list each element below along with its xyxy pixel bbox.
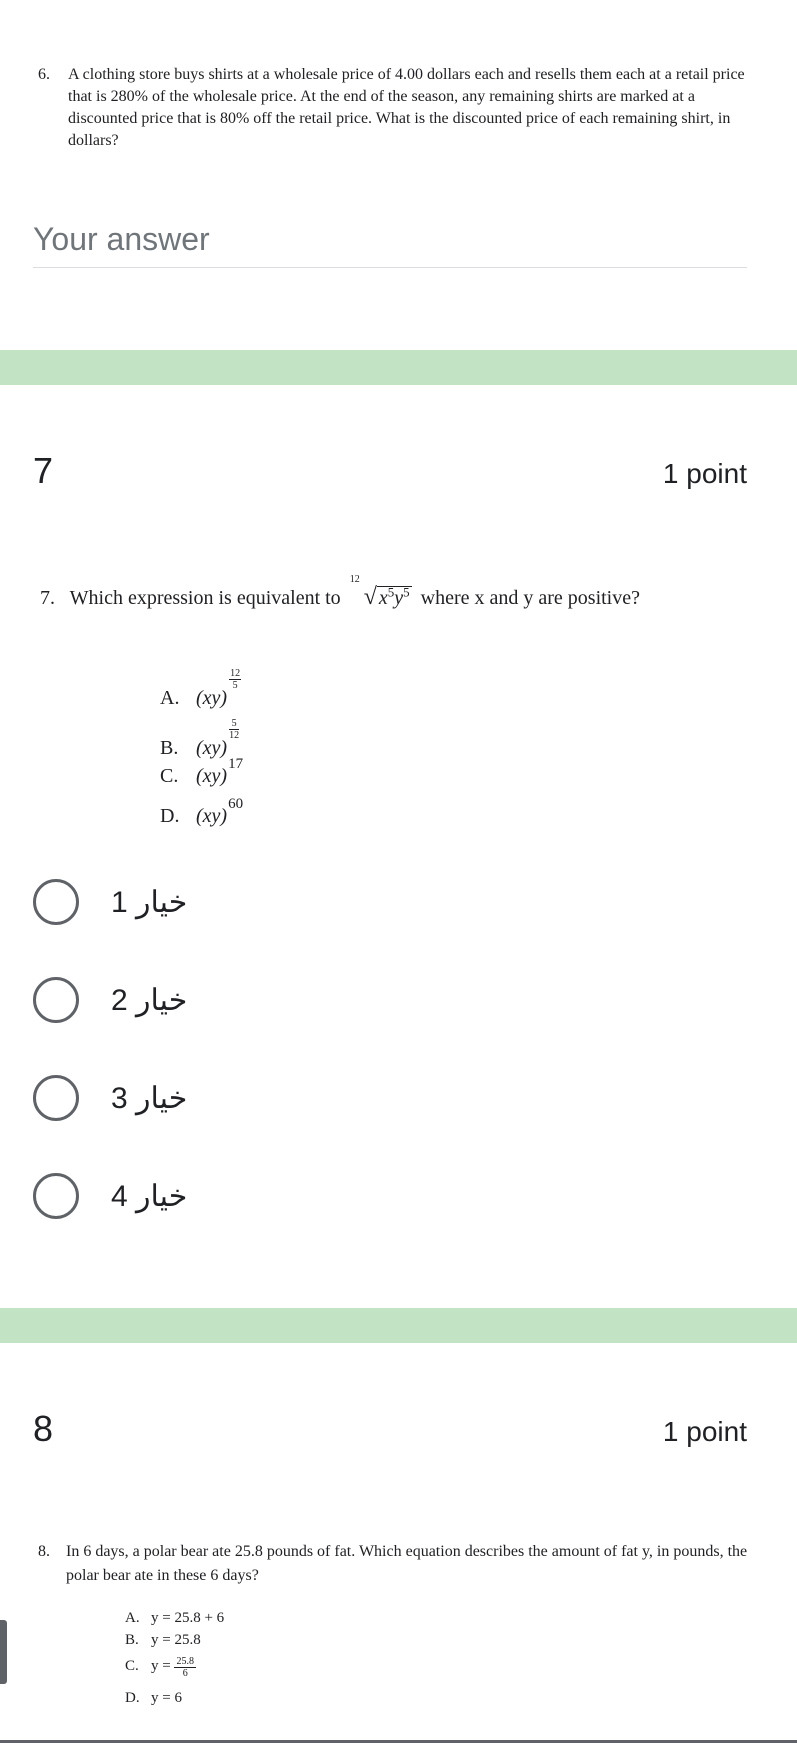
radio-option-2[interactable]: [33, 976, 187, 1024]
question-8-body: In 6 days, a polar bear ate 25.8 pounds of fat. Which equation describes the amount of fat y, in pounds, the polar bear ate in these 6 days?: [66, 1543, 748, 1584]
radio-circle-icon[interactable]: [33, 1075, 79, 1121]
stem-before: Which expression is equivalent to: [69, 587, 341, 609]
section-divider: [0, 1308, 797, 1343]
radio-circle-icon[interactable]: [33, 977, 79, 1023]
radicand-x: x: [378, 587, 388, 609]
radio-option-4[interactable]: [33, 1172, 187, 1220]
question-6-number: 6.: [38, 66, 50, 83]
question-6-text: [38, 64, 748, 152]
choice-c: C. (xy)$^{17}$: [160, 756, 244, 787]
radio-option-3[interactable]: [33, 1074, 187, 1122]
question-8-text: [38, 1540, 748, 1588]
stem-number: 7.: [40, 587, 55, 609]
radical-icon: √: [363, 584, 377, 610]
q8-choice-d: D. y = 6: [125, 1690, 182, 1706]
radio-option-label: خيار 3: [111, 1081, 188, 1115]
radio-option-label: خيار 2: [111, 983, 188, 1017]
answer-input[interactable]: [33, 210, 747, 268]
question-7-points: 1 point: [662, 458, 747, 489]
exp-y: 5: [403, 584, 410, 600]
radio-circle-icon[interactable]: [33, 879, 79, 925]
question-8-number: 8: [33, 1408, 54, 1449]
radio-option-label: خيار 4: [111, 1179, 188, 1213]
radio-option-label: خيار 1: [111, 885, 188, 919]
q8-choice-c: C. y = $\frac{25.8}{6}$: [125, 1656, 194, 1679]
radicand-y: y: [394, 587, 404, 609]
question-7-number: 7: [33, 450, 54, 491]
radio-circle-icon[interactable]: [33, 1173, 79, 1219]
radical-index: 12: [349, 574, 360, 585]
question-7-stem: [40, 574, 640, 611]
radical-expression: [349, 574, 412, 611]
question-6-body: A clothing store buys shirts at a wholesale price of 4.00 dollars each and resells them each at a retail price that is 280% of the wholesale price. At the end of the season, any remaining shirts are marked at a discounted price that is 80% off the retail price. What is the discounted price of each remaining shirt, in dollars?: [68, 66, 745, 149]
exp-x: 5: [387, 584, 395, 600]
scrollbar-thumb[interactable]: [0, 1620, 7, 1684]
choice-d: D. (xy)$^{60}$: [160, 796, 244, 827]
radio-option-1[interactable]: [33, 878, 187, 926]
stem-after: where x and y are positive?: [420, 587, 640, 609]
question-8-text-number: 8.: [38, 1543, 50, 1560]
choice-b: B. (xy) $\frac{5}{12}$: [160, 718, 240, 759]
question-8-points: 1 point: [662, 1416, 747, 1447]
choice-a: A. (xy) $\frac{12}{5}$: [160, 668, 241, 709]
q8-choice-b: B. y = 25.8: [125, 1632, 201, 1648]
section-divider: [0, 350, 797, 385]
q8-choice-a: A. y = 25.8 + 6: [125, 1610, 225, 1626]
